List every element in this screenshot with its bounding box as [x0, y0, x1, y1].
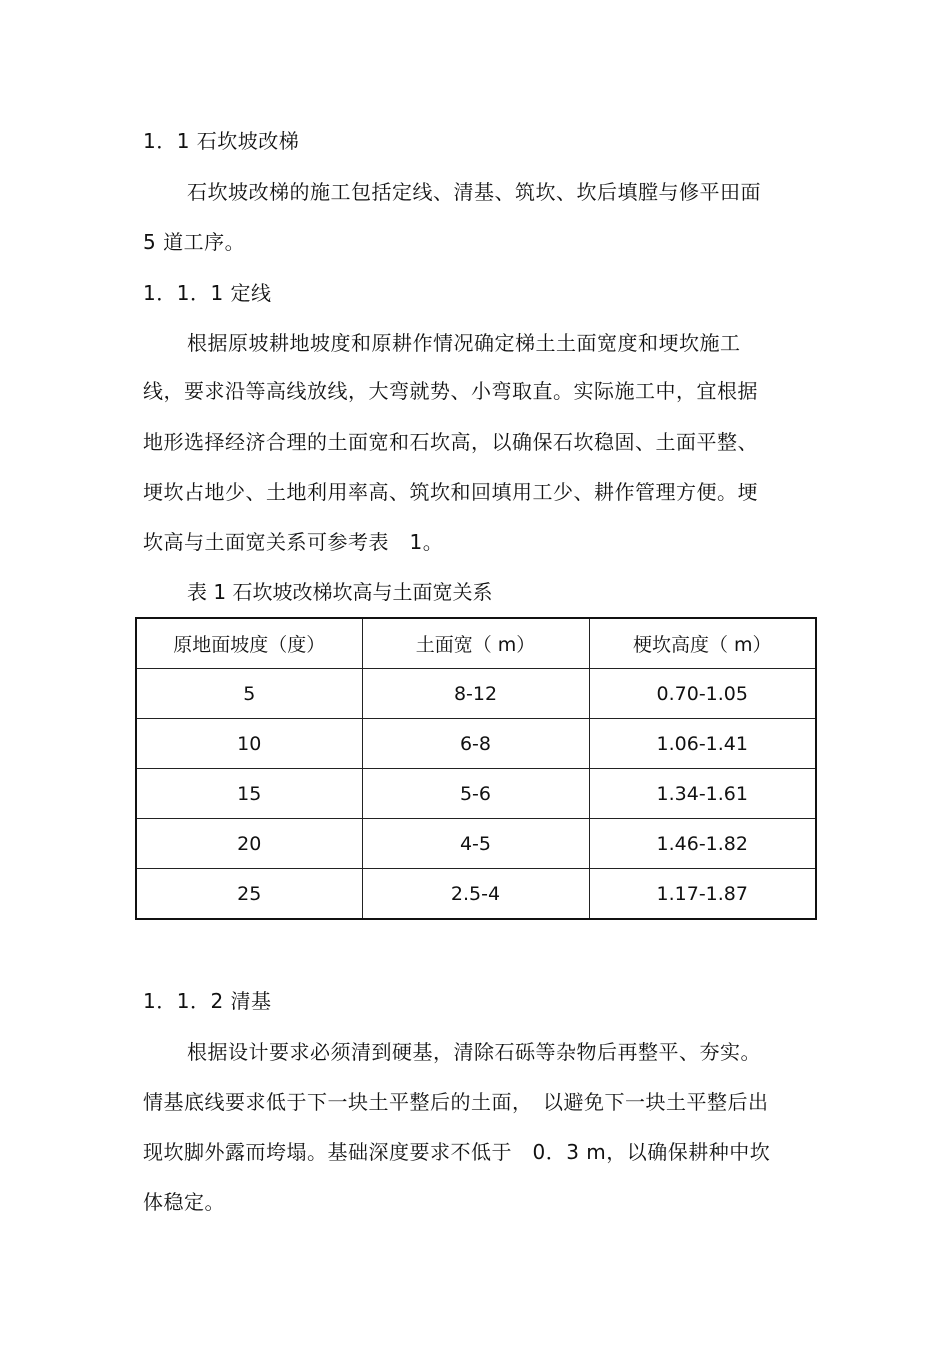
header-slope: 原地面坡度（度）: [136, 618, 362, 669]
table-caption: 表 1 石坎坡改梯坎高与土面宽关系: [187, 580, 493, 604]
paragraph-line: 体稳定。: [143, 1190, 225, 1214]
header-soil-width: 土面宽（ m）: [362, 618, 589, 669]
cell-soil-width: 2.5-4: [362, 869, 589, 920]
paragraph-line: 现坎脚外露而垮塌。基础深度要求不低于 0．3 m，以确保耕种中坎: [143, 1140, 771, 1164]
paragraph-line: 线，要求沿等高线放线，大弯就势、小弯取直。实际施工中，宜根据: [143, 379, 758, 403]
paragraph-line: 情基底线要求低于下一块土平整后的土面， 以避免下一块土平整后出: [143, 1090, 769, 1114]
cell-slope: 5: [136, 669, 362, 719]
table-row: [136, 719, 816, 769]
table-row: [136, 769, 816, 819]
cell-slope: 25: [136, 869, 362, 920]
table-header-row: [136, 618, 816, 669]
cell-slope: 15: [136, 769, 362, 819]
cell-soil-width: 5-6: [362, 769, 589, 819]
cell-bank-height: 1.06-1.41: [589, 719, 816, 769]
slope-terrace-table: [135, 617, 817, 920]
cell-slope: 20: [136, 819, 362, 869]
cell-bank-height: 0.70-1.05: [589, 669, 816, 719]
section-heading-1-1-2: 1．1．2 清基: [143, 989, 272, 1013]
paragraph-line: 石坎坡改梯的施工包括定线、清基、筑坎、坎后填膛与修平田面: [187, 180, 761, 204]
cell-soil-width: 8-12: [362, 669, 589, 719]
cell-soil-width: 4-5: [362, 819, 589, 869]
section-heading-1-1: 1．1 石坎坡改梯: [143, 129, 300, 153]
cell-slope: 10: [136, 719, 362, 769]
cell-soil-width: 6-8: [362, 719, 589, 769]
paragraph-line: 根据设计要求必须清到硬基，清除石砾等杂物后再整平、夯实。: [187, 1040, 761, 1064]
table-row: [136, 869, 816, 920]
cell-bank-height: 1.46-1.82: [589, 819, 816, 869]
paragraph-line: 埂坎占地少、土地利用率高、筑坎和回填用工少、耕作管理方便。埂: [143, 480, 758, 504]
table-row: [136, 669, 816, 719]
cell-bank-height: 1.34-1.61: [589, 769, 816, 819]
header-bank-height: 梗坎高度（ m）: [589, 618, 816, 669]
section-heading-1-1-1: 1．1．1 定线: [143, 281, 272, 305]
paragraph-line: 5 道工序。: [143, 230, 246, 254]
table-row: [136, 819, 816, 869]
paragraph-line: 地形选择经济合理的土面宽和石坎高，以确保石坎稳固、土面平整、: [143, 430, 758, 454]
paragraph-line: 根据原坡耕地坡度和原耕作情况确定梯土土面宽度和埂坎施工: [187, 331, 741, 355]
cell-bank-height: 1.17-1.87: [589, 869, 816, 920]
paragraph-line: 坎高与土面宽关系可参考表 1。: [143, 530, 444, 554]
